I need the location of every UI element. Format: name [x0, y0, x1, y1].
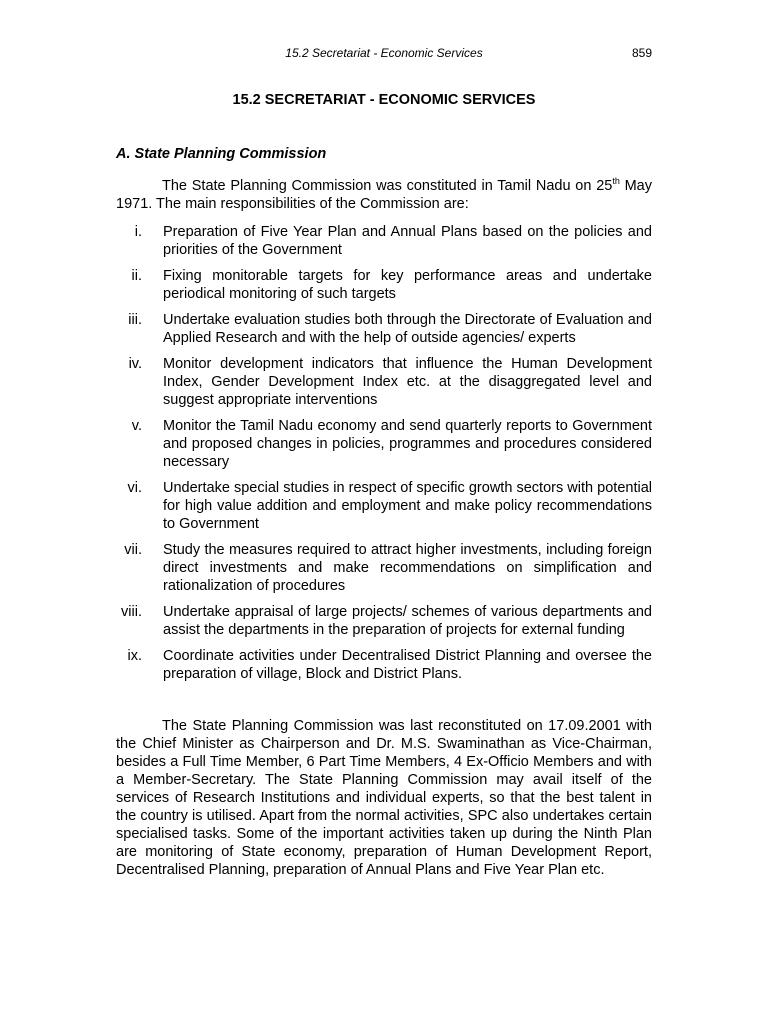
list-item-number: vii. — [124, 542, 142, 558]
intro-text-start: The State Planning Commission was constituted in Tamil Nadu on 25 — [162, 178, 613, 194]
list-item — [116, 541, 652, 595]
list-item — [116, 311, 652, 347]
list-item-number: v. — [131, 418, 142, 434]
list-item — [116, 355, 652, 409]
list-item-number: viii. — [121, 604, 142, 620]
list-item — [116, 647, 652, 683]
list-item-text: Undertake special studies in respect of specific growth sectors with potential for high value addition and employment and make policy recommendations to Government — [163, 480, 652, 532]
document-title: 15.2 SECRETARIAT - ECONOMIC SERVICES — [232, 92, 536, 108]
list-item-text: Coordinate activities under Decentralised District Planning and oversee the preparation of village, Block and District Plans. — [163, 648, 652, 682]
list-item-number: i. — [134, 224, 142, 240]
list-item-text: Monitor the Tamil Nadu economy and send quarterly reports to Government and proposed changes in policies, programmes and procedures considered necessary — [163, 418, 652, 470]
list-item-text: Undertake appraisal of large projects/ schemes of various departments and assist the departments in the preparation of projects for external funding — [163, 604, 652, 638]
intro-text-end: May 1971. The main responsibilities of the Commission are: — [116, 178, 652, 212]
section-heading: A. State Planning Commission — [116, 146, 327, 162]
list-item-text: Study the measures required to attract higher investments, including foreign direct investments and make recommendations on simplification and rationalization of procedures — [163, 542, 652, 594]
list-item-number: iii. — [128, 312, 142, 328]
intro-superscript: th — [612, 176, 620, 187]
list-item — [116, 417, 652, 471]
list-item — [116, 603, 652, 639]
page-number: 859 — [631, 46, 652, 60]
list-item — [116, 479, 652, 533]
list-item-text: Preparation of Five Year Plan and Annual Plans based on the policies and priorities of the Government — [163, 224, 652, 258]
list-item-number: iv. — [128, 356, 142, 372]
list-item-number: vi. — [127, 480, 142, 496]
list-item — [116, 223, 652, 259]
closing-paragraph: The State Planning Commission was last reconstituted on 17.09.2001 with the Chief Minister as Chairperson and Dr. M.S. Swaminathan as Vice-Chairman, besides a Full Time Member, 6 Part Time Members, 4 Ex-Officio Members and with a Member-Secretary. The State Planning Commission may avail itself of the services of Research Institutions and individual experts, so that the best talent in the country is utilised. Apart from the normal activities, SPC also undertakes certain specialised tasks. Some of the important activities taken up during the Ninth Plan are monitoring of State economy, preparation of Human Development Report, Decentralised Planning, preparation of Annual Plans and Five Year Plan etc. — [116, 718, 652, 878]
list-item-text: Monitor development indicators that influence the Human Development Index, Gender Development Index etc. at the disaggregated level and suggest appropriate interventions — [163, 356, 652, 408]
list-item-number: ix. — [127, 648, 142, 664]
responsibilities-list — [116, 223, 652, 691]
intro-paragraph — [116, 177, 652, 213]
running-header-title: 15.2 Secretariat - Economic Services — [285, 46, 483, 60]
list-item-number: ii. — [131, 268, 142, 284]
list-item-text: Fixing monitorable targets for key performance areas and undertake periodical monitoring of such targets — [163, 268, 652, 302]
list-item-text: Undertake evaluation studies both through the Directorate of Evaluation and Applied Research and with the help of outside agencies/ experts — [163, 312, 652, 346]
list-item — [116, 267, 652, 303]
